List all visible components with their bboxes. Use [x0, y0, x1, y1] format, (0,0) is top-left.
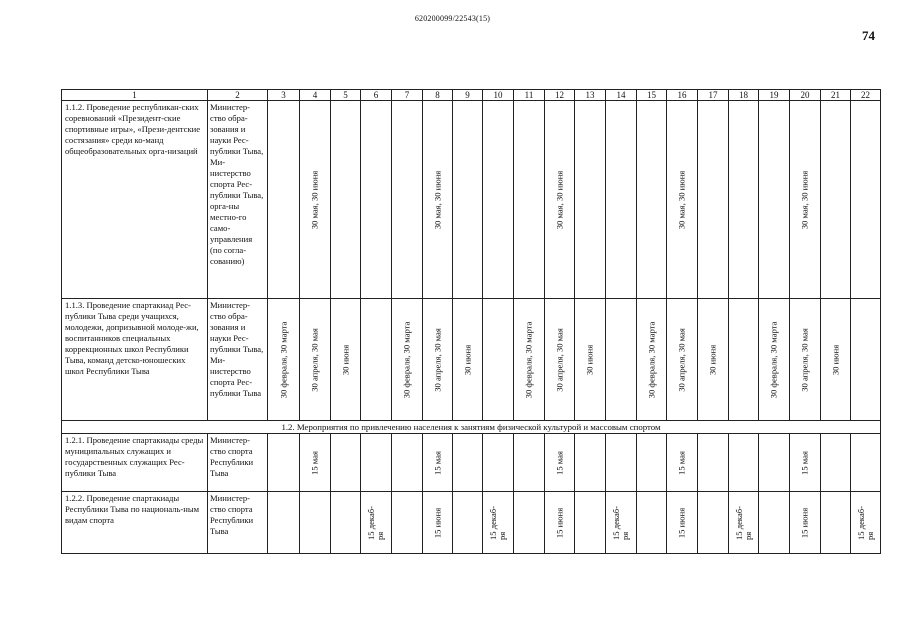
date-label: 30 февраля, 30 марта	[523, 321, 534, 398]
date-label: 30 июня	[584, 344, 595, 375]
date-cell	[759, 434, 790, 492]
date-label: 15 мая	[554, 450, 564, 475]
column-number: 22	[851, 90, 881, 101]
date-label: 30 мая, 30 июня	[554, 170, 564, 229]
date-label: 15 декаб- ря	[366, 505, 385, 540]
column-number: 9	[453, 90, 483, 101]
date-cell	[423, 434, 453, 492]
date-cell	[483, 101, 514, 299]
date-label: 15 мая	[309, 450, 320, 475]
date-cell	[698, 434, 729, 492]
responsible-org-cell: Министер-ство обра-зования и науки Рес-публики Тыва, Ми-нистерство спорта Рес-публики Тыва, орга-ны местно-го само-управления (по согла-сованию)	[208, 101, 268, 299]
date-cell	[392, 492, 423, 554]
date-label: 30 апреля, 30 мая	[432, 327, 442, 392]
date-cell	[514, 101, 545, 299]
activity-cell: 1.1.2. Проведение республикан-ских соревнований «Президент-ские спортивные игры», «Прези-дентские состязания» среди ко-манд общеобразовательных орга-низаций	[62, 101, 208, 299]
column-number: 12	[545, 90, 575, 101]
date-cell	[423, 492, 453, 554]
table-row	[62, 101, 881, 299]
column-number: 14	[606, 90, 637, 101]
date-cell	[851, 101, 881, 299]
date-cell	[790, 492, 821, 554]
activity-cell: 1.2.1. Проведение спартакиады среды муниципальных служащих и государственных служащих Рес-публики Тыва	[62, 434, 208, 492]
date-cell	[759, 299, 790, 421]
date-cell	[729, 101, 759, 299]
activity-cell: 1.1.3. Проведение спартакиад Рес-публики Тыва среди учащихся, молодежи, допризывной молоде-жи, воспитанников специальных коррекционных школ Республики Тыва, команд детско-юношеских школ Республики Тыва	[62, 299, 208, 421]
date-cell	[667, 434, 698, 492]
date-cell	[821, 299, 851, 421]
document-id: 620200099/22543(15)	[414, 14, 491, 23]
date-label: 30 мая, 30 июня	[432, 170, 442, 229]
date-cell	[698, 299, 729, 421]
date-label: 30 февраля, 30 марта	[646, 321, 656, 398]
date-cell	[790, 299, 821, 421]
date-label: 30 мая, 30 июня	[799, 170, 810, 229]
column-number: 10	[483, 90, 514, 101]
date-cell	[698, 492, 729, 554]
activity-cell: 1.2.2. Проведение спартакиады Республики Тыва по националь-ным видам спорта	[62, 492, 208, 554]
date-cell	[361, 434, 392, 492]
date-cell	[637, 492, 667, 554]
column-number: 3	[268, 90, 300, 101]
date-cell	[300, 101, 331, 299]
date-label: 15 мая	[432, 450, 442, 475]
date-cell	[575, 434, 606, 492]
date-label: 30 июня	[830, 344, 840, 375]
date-cell	[851, 434, 881, 492]
date-cell	[545, 492, 575, 554]
date-cell	[483, 434, 514, 492]
column-number: 7	[392, 90, 423, 101]
date-cell	[545, 434, 575, 492]
section-heading: 1.2. Мероприятия по привлечению населения к занятиям физической культурой и массовым спортом	[62, 421, 881, 434]
date-cell	[423, 101, 453, 299]
column-number: 11	[514, 90, 545, 101]
date-cell	[545, 299, 575, 421]
date-cell	[392, 299, 423, 421]
date-cell	[423, 299, 453, 421]
date-label: 30 февраля, 30 марта	[401, 321, 412, 398]
date-cell	[483, 299, 514, 421]
date-cell	[575, 299, 606, 421]
column-number: 1	[62, 90, 208, 101]
date-cell	[637, 299, 667, 421]
page-number: 74	[862, 28, 875, 43]
column-number: 15	[637, 90, 667, 101]
date-cell	[300, 492, 331, 554]
date-cell	[514, 299, 545, 421]
date-cell	[729, 434, 759, 492]
date-cell	[729, 299, 759, 421]
date-cell	[268, 101, 300, 299]
date-cell	[606, 434, 637, 492]
date-label: 30 июня	[707, 344, 718, 375]
column-number: 6	[361, 90, 392, 101]
date-label: 30 мая, 30 июня	[676, 170, 687, 229]
date-cell	[851, 492, 881, 554]
column-number: 16	[667, 90, 698, 101]
date-cell	[453, 492, 483, 554]
date-cell	[331, 434, 361, 492]
date-label: 30 апреля, 30 мая	[799, 327, 810, 392]
responsible-org-cell: Министер-ство спорта Республики Тыва	[208, 492, 268, 554]
date-label: 30 мая, 30 июня	[309, 170, 320, 229]
date-cell	[575, 492, 606, 554]
date-cell	[637, 101, 667, 299]
header-row	[62, 90, 881, 101]
date-label: 15 мая	[799, 450, 810, 475]
date-label: 15 июня	[432, 507, 442, 538]
schedule-table	[61, 89, 881, 554]
column-number: 17	[698, 90, 729, 101]
date-cell	[300, 434, 331, 492]
date-cell	[483, 492, 514, 554]
column-number: 2	[208, 90, 268, 101]
date-label: 30 апреля, 30 мая	[676, 327, 687, 392]
date-cell	[575, 101, 606, 299]
date-label: 15 июня	[676, 507, 687, 538]
column-number: 18	[729, 90, 759, 101]
date-cell	[268, 299, 300, 421]
date-cell	[392, 101, 423, 299]
table-row	[62, 299, 881, 421]
table-row	[62, 492, 881, 554]
date-label: 15 декаб- ря	[611, 505, 630, 540]
column-number: 20	[790, 90, 821, 101]
date-cell	[361, 101, 392, 299]
date-label: 30 февраля, 30 марта	[278, 321, 288, 398]
date-label: 15 июня	[799, 507, 810, 538]
date-label: 15 декаб- ря	[855, 505, 875, 540]
column-number: 21	[821, 90, 851, 101]
date-cell	[759, 492, 790, 554]
date-cell	[821, 434, 851, 492]
date-cell	[851, 299, 881, 421]
date-cell	[268, 492, 300, 554]
date-label: 30 февраля, 30 марта	[768, 321, 779, 398]
date-cell	[637, 434, 667, 492]
date-label: 15 июня	[554, 507, 564, 538]
column-number: 4	[300, 90, 331, 101]
date-cell	[667, 299, 698, 421]
date-cell	[698, 101, 729, 299]
date-cell	[453, 101, 483, 299]
date-cell	[361, 299, 392, 421]
date-cell	[361, 492, 392, 554]
table-row	[62, 434, 881, 492]
date-cell	[667, 492, 698, 554]
date-cell	[759, 101, 790, 299]
date-cell	[790, 101, 821, 299]
date-cell	[331, 299, 361, 421]
date-cell	[268, 434, 300, 492]
date-cell	[453, 434, 483, 492]
date-label: 30 июня	[340, 344, 350, 375]
date-cell	[729, 492, 759, 554]
date-label: 15 декаб- ря	[733, 505, 753, 540]
date-cell	[392, 434, 423, 492]
date-cell	[606, 492, 637, 554]
date-cell	[821, 101, 851, 299]
date-cell	[300, 299, 331, 421]
column-number: 13	[575, 90, 606, 101]
section-row	[62, 421, 881, 434]
responsible-org-cell: Министер-ство обра-зования и науки Рес-публики Тыва, Ми-нистерство спорта Рес-публики Тыва	[208, 299, 268, 421]
date-label: 15 мая	[676, 450, 687, 475]
date-label: 30 июня	[462, 344, 472, 375]
date-cell	[331, 492, 361, 554]
date-label: 30 апреля, 30 мая	[309, 327, 320, 392]
column-number: 19	[759, 90, 790, 101]
date-cell	[606, 101, 637, 299]
date-cell	[606, 299, 637, 421]
date-cell	[790, 434, 821, 492]
date-label: 30 апреля, 30 мая	[554, 327, 564, 392]
date-cell	[667, 101, 698, 299]
date-cell	[331, 101, 361, 299]
column-number: 8	[423, 90, 453, 101]
date-cell	[514, 434, 545, 492]
date-cell	[514, 492, 545, 554]
date-cell	[545, 101, 575, 299]
date-cell	[821, 492, 851, 554]
date-cell	[453, 299, 483, 421]
responsible-org-cell: Министер-ство спорта Республики Тыва	[208, 434, 268, 492]
column-number: 5	[331, 90, 361, 101]
date-label: 15 декаб- ря	[488, 505, 507, 540]
